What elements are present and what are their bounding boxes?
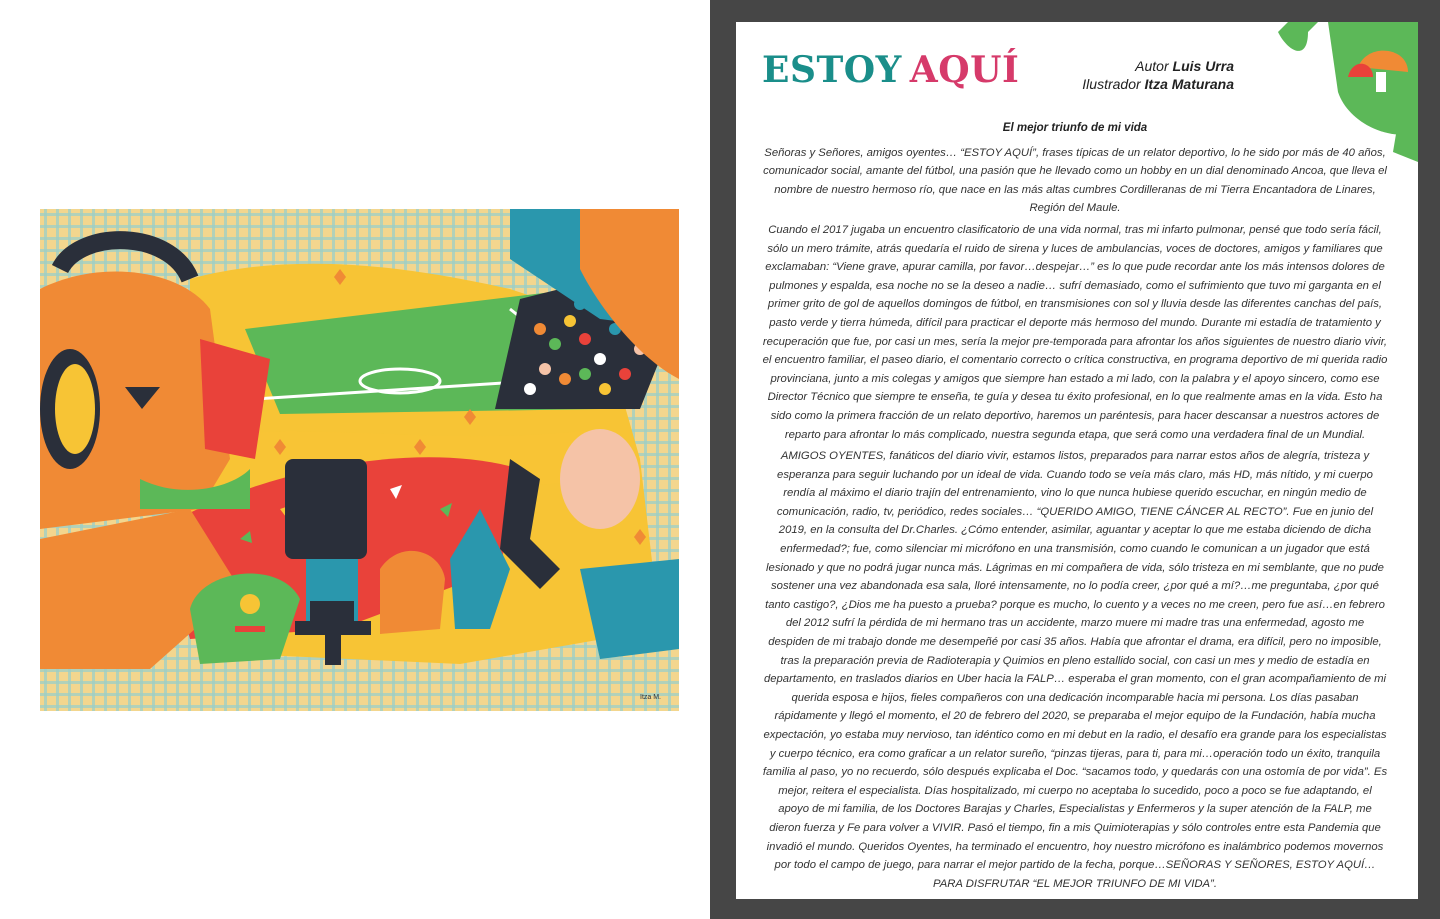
title-part-aqui: AQUÍ — [909, 49, 1020, 91]
left-page — [0, 0, 710, 919]
title-part-estoy: ESTOY — [762, 49, 902, 91]
illustrator-name: Itza Maturana — [1144, 76, 1234, 92]
illustrator-label: Ilustrador — [1082, 76, 1141, 92]
radio-illustration — [40, 209, 679, 711]
story-subtitle: El mejor triunfo de mi vida — [1002, 122, 1148, 134]
author-label: Autor — [1135, 58, 1169, 74]
story-body — [762, 119, 1388, 896]
story-paragraph-3: AMIGOS OYENTES, fanáticos del diario vivir, estamos listos, preparados para narrar estos años de alegría, tristeza y esperanza para seguir luchando por un ideal de vida. Cuando todo se veía más claro, más HD, más nítido, y mi cuerpo rendía al máximo el diario trajín del entrenamiento, vino lo que nunca hubiese querido escuchar, en ningún medio de comunicación, radio, tv, periódico, redes sociales… “QUERIDO AMIGO, TIENE CÁNCER AL RECTO”. Fue en junio del 2019, en la consulta del Dr.Charles. ¿Cómo entender, asimilar, aguantar y aceptar lo que me estaba diciendo de dicha enfermedad?; fue, como silenciar mi micrófono en una transmisión, como cuando le comunican a un jugador que está lesionado y que no podrá jugar nunca más. Lágrimas en mi compañera de vida, sólo tristeza en mi semblante, que no pude sostener una vez abandonada esa sala, lloré intensamente, no lo podía creer, ¿por qué a mí?…me preguntaba, ¿por qué tanto castigo?, ¿Dios me ha puesto a prueba? porque es mucho, lo cuento y a veces no me creen, pero fue así…en febrero del 2012 sufrí la pérdida de mi hermano tras un accidente, marzo muere mi madre tras una enfermedad, agosto me despiden de mi trabajo donde me desempeñé por casi 35 años. Había que afrontar el drama, era difícil, pero no imposible, tras la preparación previa de Radioterapia y Quimios en pleno estallido social, con casi un mes y medio de estadía en departamento, en traslados diarios en Uber hacia la FALP… esperaba el gran momento, con el gran acompañamiento de mi querida esposa e hijos, fieles compañeros con una dedicación incomparable hacia mi persona. Los días pasaban rápidamente y llegó el momento, el 20 de febrero del 2020, se preparaba el mejor equipo de la Fundación, había mucha expectación, yo estaba muy nervioso, tan idéntico como en mi debut en la radio, el desafío era grande para los especialistas y cuerpo técnico, era como graficar a un relator sureño, “pinzas tijeras, para ti, para mi…operación todo un éxito, tranquila familia al paso, yo no recuerdo, sólo después explicaba el Doc. “sacamos todo, y quedarás con una ostomía de por vida”. Es mejor, reitera el especialista. Días hospitalizado, mi cuerpo no aceptaba lo sucedido, poco a poco se fue adaptando, el apoyo de mi familia, de los Doctores Barajas y Charles, Especialistas y Enfermeros y la super atención de la FALP, me dieron fuerza y Fe para volver a VIVIR. Pasó el tiempo, fin a mis Quimioterapias y sólo controles entre esta Pandemia que invadió el mundo. Queridos Oyentes, ha terminado el encuentro, hoy nuestro micrófono es inalámbrico podemos movernos por todo el campo de juego, para narrar el mejor partido de la fecha, porque…SEÑORAS Y SEÑORES, ESTOY AQUÍ…PARA DISFRUTAR “EL MEJOR TRIUNFO DE MI VIDA”. — [762, 450, 1388, 890]
author-line — [1082, 57, 1234, 75]
author-name: Luis Urra — [1172, 58, 1234, 74]
illustrator-line — [1082, 75, 1234, 93]
story-page — [736, 22, 1418, 899]
illustration-signature: Itza M. — [640, 694, 662, 701]
page-title — [762, 49, 1020, 91]
story-paragraph-2: Cuando el 2017 jugaba un encuentro clasificatorio de una vida normal, tras mi infarto pulmonar, pensé que todo sería fácil, sólo un mero trámite, atrás quedaría el ruido de sirena y luces de ambulancias, voces de doctores, amigos y familiares que exclamaban: “Viene grave, apurar camilla, por favor…despejar…” es lo que pude recordar ante los más intensos dolores de pulmones y espalda, esa noche no se la deseo a nadie… sufrí demasiado, como el sufrimiento que tuvo mi garganta en el primer grito de gol de aquellos domingos de fútbol, en transmisiones con sol y lluvia desde las diferentes canchas del país, pasto verde y tierra húmeda, difícil para practicar el deporte más hermoso del mundo. Durante mi estadía de tratamiento y recuperación que fue, por casi un mes, sería la mejor pre-temporada para afrontar los años siguientes de nuestro diario vivir, el encuentro familiar, el paseo diario, el comentario correcto o crítica constructiva, en programa deportivo de mi querida radio provinciana, junto a mis colegas y amigos que siempre han estado a mi lado, con la palabra y el apoyo sincero, como ese Director Técnico que siempre te enseña, te guía y desea tu éxito profesional, en lo que realmente amas en la vida. Esto ha sido como la primera fracción de un relato deportivo, haremos un paréntesis, para hacer descansar a nuestros actores de reparto para afrontar lo más complicado, nuestra segunda etapa, que será como una verdadera final de un Mundial. — [762, 223, 1388, 441]
story-paragraph-1: Señoras y Señores, amigos oyentes… “ESTOY AQUÍ”, frases típicas de un relator deportivo, lo he sido por más de 40 años, comunicador social, amante del fútbol, una pasión que he llevado como un hobby en un dial denominado Ancoa, que lleva el nombre de nuestro hermoso río, que nace en las más altas cumbres Cordilleranas de mi Tierra Encantadora de Linares, Región del Maule. — [763, 146, 1387, 215]
credits — [1082, 57, 1234, 93]
